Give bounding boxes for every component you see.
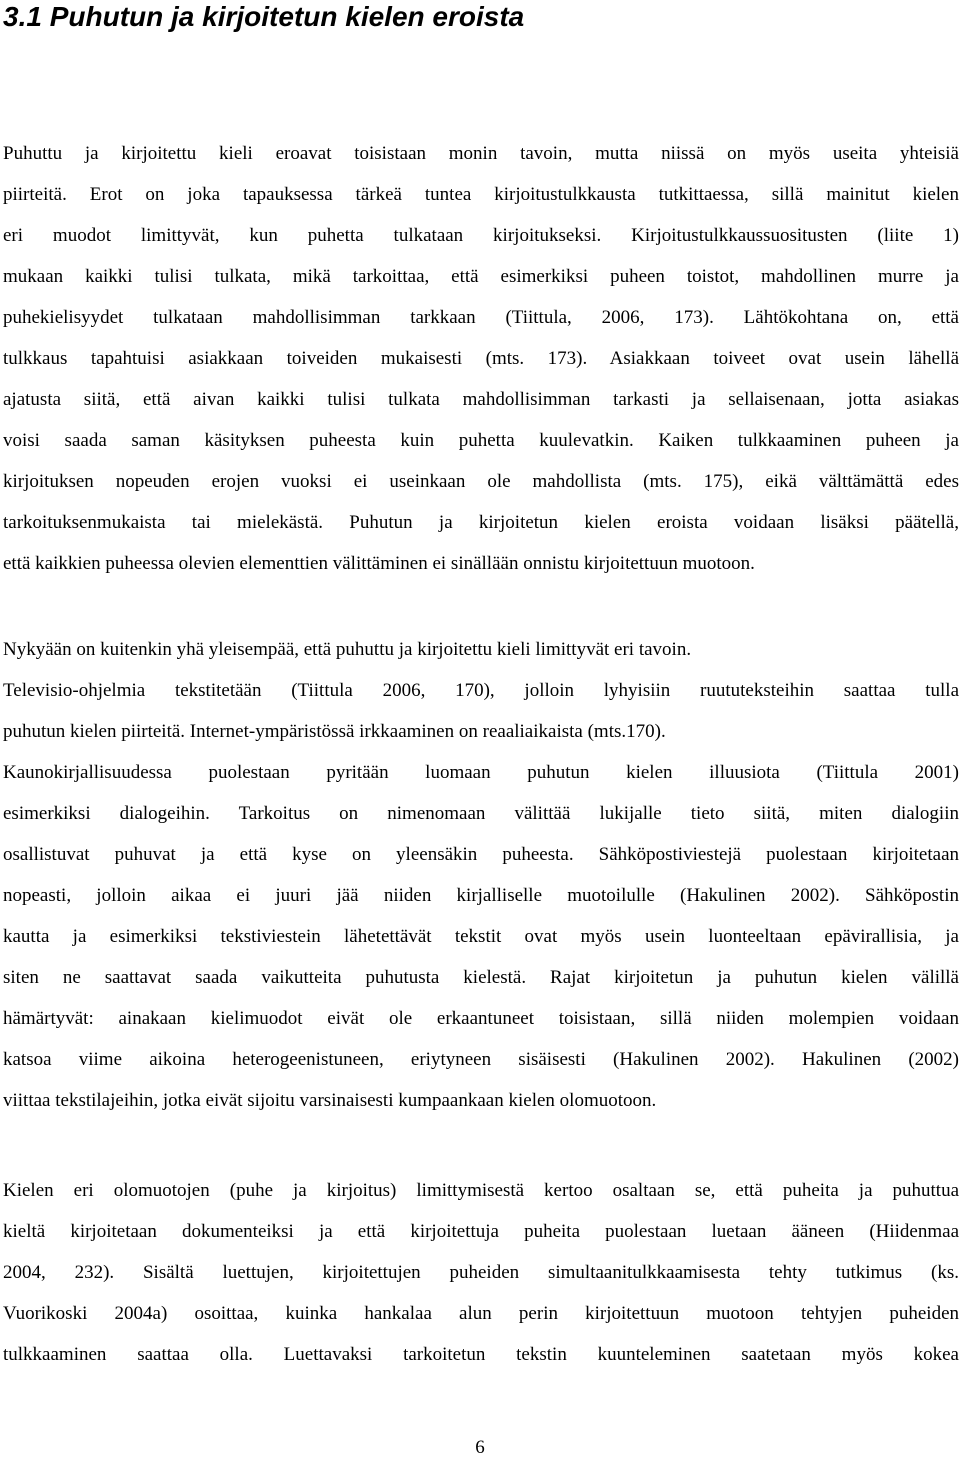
text-line: tarkoituksenmukaista tai mielekästä. Puhutun ja kirjoitetun kielen eroista voidaan lisäksi päätellä, bbox=[3, 512, 959, 533]
text-line: kirjoituksen nopeuden erojen vuoksi ei useinkaan ole mahdollista (mts. 175), eikä välttämättä edes bbox=[3, 471, 959, 492]
text-line: katsoa viime aikoina heterogeenistuneen, eriytyneen sisäisesti (Hakulinen 2002). Hakulinen (2002) bbox=[3, 1049, 959, 1070]
section-heading: 3.1 Puhutun ja kirjoitetun kielen eroista bbox=[3, 1, 525, 32]
page-number: 6 bbox=[475, 1437, 485, 1458]
text-line: kautta ja esimerkiksi tekstiviestein lähetettävät tekstit ovat myös usein luonteeltaan epävirallisia, ja bbox=[3, 926, 959, 947]
text-line: viittaa tekstilajeihin, jotka eivät sijoitu varsinaisesti kumpaankaan kielen olomuotoon. bbox=[3, 1090, 657, 1111]
text-line: tulkkaaminen saattaa olla. Luettavaksi tarkoitetun tekstin kuunteleminen saatetaan myös kokea bbox=[3, 1344, 959, 1365]
text-line: hämärtyvät: ainakaan kielimuodot eivät ole erkaantuneet toisistaan, sillä niiden molempien voidaan bbox=[3, 1008, 959, 1029]
text-line: osallistuvat puhuvat ja että kyse on yleensäkin puheesta. Sähköpostiviestejä puolestaan kirjoitetaan bbox=[3, 844, 959, 865]
text-line: puhutun kielen piirteitä. Internet-ympäristössä irkkaaminen on reaaliaikaista (mts.170). bbox=[3, 721, 666, 742]
text-line: kieltä kirjoitetaan dokumenteiksi ja että kirjoitettuja puheita puolestaan luetaan ääneen (Hiidenmaa bbox=[3, 1221, 959, 1242]
text-line: ajatusta siitä, että aivan kaikki tulisi tulkata mahdollisimman tarkasti ja sellaisenaan, jotta asiakas bbox=[3, 389, 959, 410]
text-line: Kielen eri olomuotojen (puhe ja kirjoitus) limittymisestä kertoo osaltaan se, että puheita ja puhuttua bbox=[3, 1180, 959, 1201]
text-line: piirteitä. Erot on joka tapauksessa tärkeä tuntea kirjoitustulkkausta tutkittaessa, sillä mainitut kielen bbox=[3, 184, 959, 205]
text-line: että kaikkien puheessa olevien elementtien välittäminen ei sinällään onnistu kirjoitettuun muotoon. bbox=[3, 553, 755, 574]
text-line: voisi saada saman käsityksen puheesta kuin puhetta kuulevatkin. Kaiken tulkkaaminen puheen ja bbox=[3, 430, 959, 451]
text-line: siten ne saattavat saada vaikutteita puhutusta kielestä. Rajat kirjoitetun ja puhutun kielen välillä bbox=[3, 967, 959, 988]
text-line: tulkkaus tapahtuisi asiakkaan toiveiden mukaisesti (mts. 173). Asiakkaan toiveet ovat usein lähellä bbox=[3, 348, 959, 369]
text-line: puhekielisyydet tulkataan mahdollisimman tarkkaan (Tiittula, 2006, 173). Lähtökohtana on, että bbox=[3, 307, 959, 328]
paragraph-2 bbox=[3, 629, 959, 1121]
text-line: Nykyään on kuitenkin yhä yleisempää, että puhuttu ja kirjoitettu kieli limittyvät eri tavoin. bbox=[3, 639, 692, 660]
text-line: Televisio-ohjelmia tekstitetään (Tiittula 2006, 170), jolloin lyhyisiin ruututeksteihin saattaa tulla bbox=[3, 680, 959, 701]
text-line: esimerkiksi dialogeihin. Tarkoitus on nimenomaan välittää lukijalle tieto siitä, miten dialogiin bbox=[3, 803, 959, 824]
text-line: Puhuttu ja kirjoitettu kieli eroavat toisistaan monin tavoin, mutta niissä on myös useita yhteisiä bbox=[3, 143, 959, 164]
paragraph-1 bbox=[3, 133, 959, 584]
text-line: eri muodot limittyvät, kun puhetta tulkataan kirjoitukseksi. Kirjoitustulkkaussuositusten (liite 1) bbox=[3, 225, 959, 246]
text-line: nopeasti, jolloin aikaa ei juuri jää niiden kirjalliselle muotoilulle (Hakulinen 2002). Sähköpostin bbox=[3, 885, 959, 906]
text-line: mukaan kaikki tulisi tulkata, mikä tarkoittaa, että esimerkiksi puheen toistot, mahdollinen murre ja bbox=[3, 266, 959, 287]
paragraph-3 bbox=[3, 1170, 959, 1375]
text-line: Kaunokirjallisuudessa puolestaan pyritään luomaan puhutun kielen illuusiota (Tiittula 2001) bbox=[3, 762, 959, 783]
text-line: 2004, 232). Sisältä luettujen, kirjoitettujen puheiden simultaanitulkkaamisesta tehty tutkimus (ks. bbox=[3, 1262, 959, 1283]
text-line: Vuorikoski 2004a) osoittaa, kuinka hankalaa alun perin kirjoitettuun muotoon tehtyjen puheiden bbox=[3, 1303, 959, 1324]
